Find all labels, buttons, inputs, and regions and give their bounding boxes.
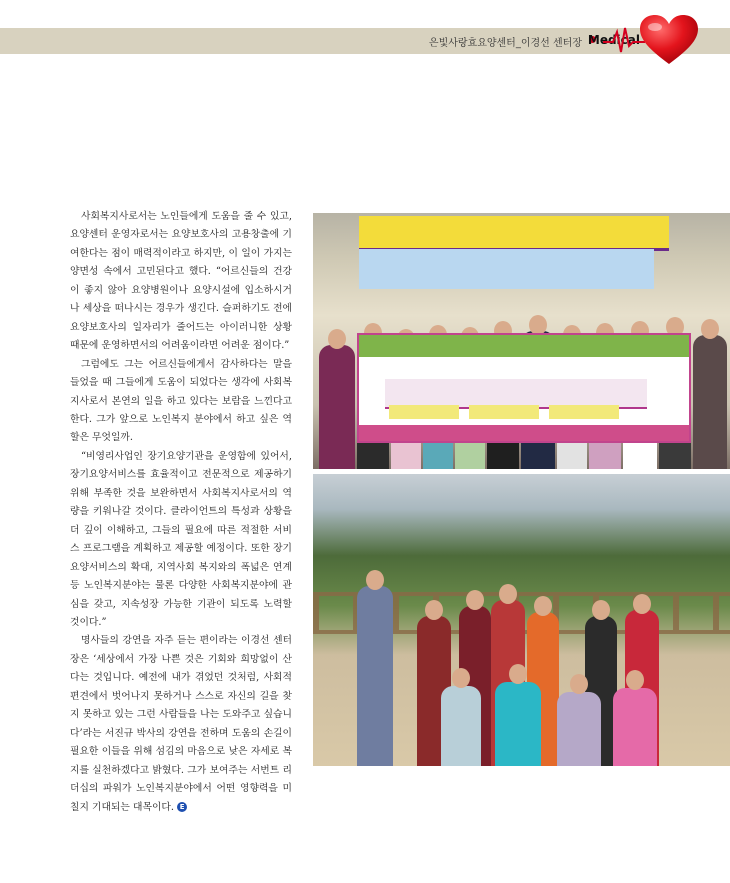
- photo-banner-main: [357, 333, 691, 443]
- article-paragraph: “비영리사업인 장기요양기관을 운영함에 있어서, 장기요양서비스를 효율적이고 전문적으로 제공하기 위해 부족한 것을 보완하면서 사회복지사로서의 역량을 키워나갈 것이다. 클라이언트의 특성과 상황을 더 깊이 이해하고, 그들의 필요에 따른 적절한 서비스 프로그램을 계획하고 제공할 예정이다. 또한 장기요양서비스의 확대, 지역사회 복지와의 폭넓은 연계 등 노인복지분야는 물론 다양한 사회복지분야에 관심을 갖고, 지속성장 가능한 기관이 되도록 노력할 것이다.”: [70, 450, 292, 628]
- article-paragraph: 그럼에도 그는 어르신들에게서 감사하다는 말을 들었을 때 그들에게 도움이 되었다는 생각에 사회복지사로서 본연의 일을 하고 있다는 보람을 느낀다고 한다. 그가 앞으로 노인복지 분야에서 하고 싶은 역할은 무엇일까.: [70, 358, 292, 444]
- section-label: Medical: [587, 33, 640, 47]
- photo-banner-top: [359, 216, 669, 251]
- group-photo-indoor: [313, 213, 730, 469]
- article-paragraph: [70, 632, 292, 817]
- article-body: [70, 208, 292, 817]
- article-paragraph: 사회복지사로서는 노인들에게 도움을 줄 수 있고, 요양센터 운영자로서는 요양보호사의 고용창출에 기여한다는 점이 매력적이라고 하지만, 이 일이 가지는 양면성 속에서 고민된다고 했다. “어르신들의 건강이 좋지 않아 요양병원이나 요양시설에 입소하시거나 세상을 떠나시는 경우가 생긴다. 슬퍼하기도 전에 요양보호사의 일자리가 줄어드는 아이러니한 상황 때문에 운영하면서의 어려움이라면 어려운 점이다.”: [70, 211, 292, 352]
- running-title: 은빛사랑효요양센터_이경선 센터장: [428, 38, 582, 49]
- group-photo-outdoor: [313, 474, 730, 766]
- end-mark-icon: E: [177, 802, 187, 812]
- article-paragraph-text: 명사들의 강연을 자주 듣는 편이라는 이경선 센터장은 ‘세상에서 가장 나쁜 것은 기회와 희망없이 산다는 것입니다. 예전에 내가 겪었던 것처럼, 사회적 편견에서 벗어나지 못하거나 스스로 자신의 길을 찾지 못하고 있는 그런 사람들을 나는 도와주고 싶습니다’라는 서진규 박사의 강연을 전하며 도움의 손길이 필요한 이들을 위해 섬김의 마음으로 낮은 자세로 복지를 실천하겠다고 밝혔다. 그가 보여주는 서번트 리더십의 파워가 노인복지분야에서 어떤 영향력을 미칠지 기대되는 대목이다.: [70, 635, 292, 813]
- photo-banner-sub: [359, 249, 654, 289]
- photo-people-group: [313, 556, 730, 766]
- heart-icon: [638, 14, 700, 66]
